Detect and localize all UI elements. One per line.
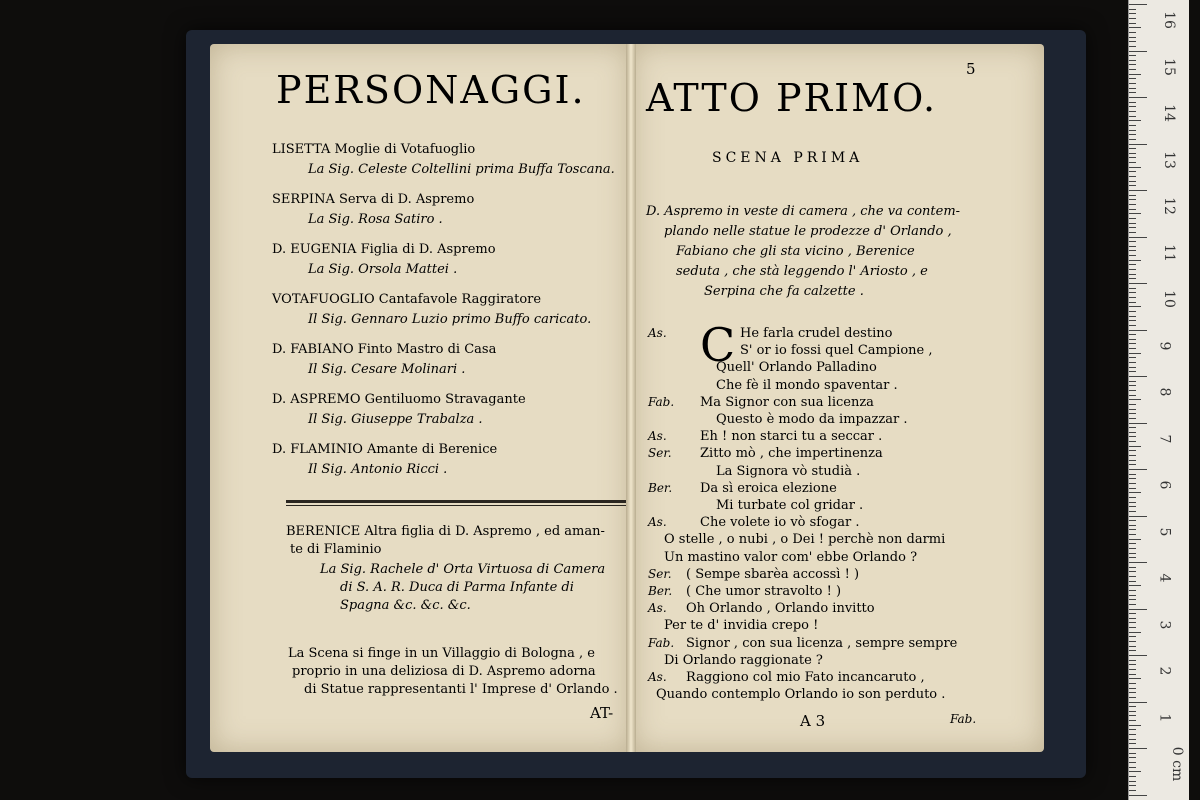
ruler-tick xyxy=(1129,539,1141,540)
dialogue-line: Raggiono col mio Fato incancaruto , xyxy=(686,670,925,685)
ruler-tick xyxy=(1129,339,1136,340)
ruler-tick xyxy=(1129,102,1136,103)
ruler-number: 0 cm xyxy=(1169,746,1186,782)
berenice-line-4: di S. A. R. Duca di Parma Infante di xyxy=(340,580,574,595)
speaker-label: Ber. xyxy=(648,584,673,598)
ruler-tick xyxy=(1129,506,1136,507)
drop-capital: C xyxy=(700,318,736,372)
cast-role: D. FLAMINIO Amante di Berenice xyxy=(272,442,498,457)
ruler-tick xyxy=(1129,660,1136,661)
dialogue-line: S' or io fossi quel Campione , xyxy=(740,343,933,359)
ruler-tick xyxy=(1129,715,1136,716)
ruler-tick xyxy=(1129,218,1136,219)
ruler-tick xyxy=(1129,83,1136,84)
ruler-tick xyxy=(1129,776,1136,777)
ruler-tick xyxy=(1129,18,1136,19)
ruler-tick xyxy=(1129,581,1136,582)
ruler-tick xyxy=(1129,13,1136,14)
ruler-tick xyxy=(1129,702,1147,703)
ruler-tick xyxy=(1129,153,1136,154)
ruler-tick xyxy=(1129,404,1136,405)
ruler-number: 14 xyxy=(1160,104,1177,122)
cast-role: D. ASPREMO Gentiluomo Stravagante xyxy=(272,392,526,407)
ruler-tick xyxy=(1129,199,1136,200)
ruler-tick xyxy=(1129,297,1136,298)
ruler-tick xyxy=(1129,51,1147,52)
ruler-tick xyxy=(1129,711,1136,712)
cast-actor: La Sig. Orsola Mattei . xyxy=(308,262,458,277)
cast-actor: Il Sig. Giuseppe Trabalza . xyxy=(308,412,483,427)
scena-heading: SCENA PRIMA xyxy=(712,150,864,166)
ruler-tick xyxy=(1129,371,1136,372)
ruler-tick xyxy=(1129,790,1136,791)
berenice-line-5: Spagna &c. &c. &c. xyxy=(340,598,471,613)
ruler-tick xyxy=(1129,246,1136,247)
ruler-tick xyxy=(1129,23,1136,24)
ruler-tick xyxy=(1129,74,1141,75)
ruler-tick xyxy=(1129,144,1147,145)
ruler-tick xyxy=(1129,264,1136,265)
ruler-tick xyxy=(1129,409,1136,410)
ruler-tick xyxy=(1129,278,1136,279)
ruler-tick xyxy=(1129,204,1136,205)
ruler-tick xyxy=(1129,78,1136,79)
ruler-tick xyxy=(1129,41,1136,42)
dialogue-line: Quell' Orlando Palladino xyxy=(716,360,877,376)
ruler-tick xyxy=(1129,250,1136,251)
ruler-tick xyxy=(1129,674,1136,675)
cast-actor: La Sig. Rosa Satiro . xyxy=(308,212,443,227)
cast-actor: Il Sig. Gennaro Luzio primo Buffo caricato. xyxy=(308,312,592,327)
ruler-tick xyxy=(1129,678,1141,679)
ruler-tick xyxy=(1129,171,1136,172)
dialogue-line: Ma Signor con sua licenza xyxy=(700,394,874,410)
ruler-tick xyxy=(1129,223,1136,224)
dialogue-line: Oh Orlando , Orlando invitto xyxy=(686,601,875,617)
ruler-tick xyxy=(1129,781,1136,782)
ruler-tick xyxy=(1129,399,1141,400)
ruler-tick xyxy=(1129,469,1147,470)
ruler-number: 1 xyxy=(1156,713,1173,722)
ruler-tick xyxy=(1129,516,1147,517)
ruler-tick xyxy=(1129,390,1136,391)
ruler-tick xyxy=(1129,585,1141,586)
ruler-number: 10 xyxy=(1160,290,1177,308)
ruler-tick xyxy=(1129,209,1136,210)
ruler-tick xyxy=(1129,478,1136,479)
book-gutter xyxy=(626,44,636,752)
ruler-tick xyxy=(1129,111,1136,112)
ruler-tick xyxy=(1129,562,1147,563)
ruler-tick xyxy=(1129,646,1136,647)
ruler-tick xyxy=(1129,655,1147,656)
ruler-tick xyxy=(1129,88,1136,89)
ruler-tick xyxy=(1129,488,1136,489)
ruler-tick xyxy=(1129,609,1147,610)
signature-mark: A 3 xyxy=(800,712,826,730)
cast-actor: La Sig. Celeste Coltellini prima Buffa Toscana. xyxy=(308,162,615,177)
ruler-tick xyxy=(1129,767,1136,768)
dialogue-line: O stelle , o nubi , o Dei ! perchè non darmi xyxy=(664,532,946,548)
dialogue-line: ( Che umor stravolto ! ) xyxy=(686,584,842,599)
stage-line-4: seduta , che stà leggendo l' Ariosto , e xyxy=(676,264,928,279)
ruler-tick xyxy=(1129,595,1136,596)
ruler-tick xyxy=(1129,599,1136,600)
speaker-label: As. xyxy=(648,515,667,530)
ruler-tick xyxy=(1129,116,1136,117)
ruler-tick xyxy=(1129,255,1136,256)
ruler-tick xyxy=(1129,106,1136,107)
ruler-number: 2 xyxy=(1156,666,1173,676)
ruler-tick xyxy=(1129,497,1136,498)
ruler-tick xyxy=(1129,343,1136,344)
ruler-tick xyxy=(1129,334,1136,335)
ruler-tick xyxy=(1129,441,1136,442)
ruler-tick xyxy=(1129,492,1141,493)
ruler-tick xyxy=(1129,134,1136,135)
scene-line-2: proprio in una deliziosa di D. Aspremo adorna xyxy=(292,664,596,679)
dialogue-line: La Signora vò studià . xyxy=(716,463,861,479)
dialogue-line: Per te d' invidia crepo ! xyxy=(664,618,819,634)
ruler-tick xyxy=(1129,60,1136,61)
ruler-tick xyxy=(1129,720,1136,721)
ruler-tick xyxy=(1129,636,1136,637)
cast-actor: Il Sig. Cesare Molinari . xyxy=(308,362,466,377)
ruler-tick xyxy=(1129,348,1136,349)
scene-line-3: di Statue rappresentanti l' Imprese d' Orlando . xyxy=(304,682,618,697)
ruler-tick xyxy=(1129,167,1141,168)
ruler-number: 11 xyxy=(1160,243,1177,262)
ruler-number: 13 xyxy=(1160,150,1177,169)
ruler-tick xyxy=(1129,162,1136,163)
ruler-tick xyxy=(1129,446,1141,447)
dialogue-line: Signor , con sua licenza , sempre sempre xyxy=(686,635,958,651)
speaker-label: Fab. xyxy=(648,635,675,650)
speaker-label: Ser. xyxy=(648,446,672,461)
ruler-tick xyxy=(1129,511,1136,512)
ruler-number: 7 xyxy=(1156,434,1173,443)
ruler-tick xyxy=(1129,69,1136,70)
left-title: PERSONAGGI. xyxy=(276,68,586,112)
ruler-tick xyxy=(1129,362,1136,363)
speaker-label: As. xyxy=(648,429,667,444)
ruler-tick xyxy=(1129,423,1147,424)
ruler-tick xyxy=(1129,4,1147,5)
ruler-tick xyxy=(1129,27,1141,28)
ruler-tick xyxy=(1129,139,1136,140)
ruler-tick xyxy=(1129,739,1136,740)
dialogue-line: Questo è modo da impazzar . xyxy=(716,412,908,427)
ruler-tick xyxy=(1129,553,1136,554)
ruler-tick xyxy=(1129,306,1141,307)
ruler-tick xyxy=(1129,627,1136,628)
ruler-tick xyxy=(1129,534,1136,535)
berenice-line-2: te di Flaminio xyxy=(290,542,382,557)
ruler-tick xyxy=(1129,330,1147,331)
ruler-tick xyxy=(1129,418,1136,419)
ruler-tick xyxy=(1129,632,1141,633)
ruler-tick xyxy=(1129,613,1136,614)
ruler-tick xyxy=(1129,604,1136,605)
ruler-tick xyxy=(1129,525,1136,526)
right-catchword: Fab. xyxy=(950,712,977,726)
ruler-tick xyxy=(1129,571,1136,572)
ruler-tick xyxy=(1129,176,1136,177)
dialogue-line: Mi turbate col gridar . xyxy=(716,498,864,513)
ruler-tick xyxy=(1129,474,1136,475)
ruler-number: 8 xyxy=(1156,387,1173,397)
ruler-tick xyxy=(1129,455,1136,456)
ruler-tick xyxy=(1129,190,1147,191)
ruler-number: 9 xyxy=(1156,341,1173,350)
ruler-tick xyxy=(1129,567,1136,568)
ruler-tick xyxy=(1129,157,1136,158)
ruler-tick xyxy=(1129,669,1136,670)
ruler-tick xyxy=(1129,213,1141,214)
ruler-number: 12 xyxy=(1160,197,1177,215)
ruler-tick xyxy=(1129,97,1147,98)
ruler-tick xyxy=(1129,283,1147,284)
ruler-number: 15 xyxy=(1160,57,1177,76)
cast-role: SERPINA Serva di D. Aspremo xyxy=(272,192,475,207)
dialogue-line: Da sì eroica elezione xyxy=(700,480,837,496)
stage-line-5: Serpina che fa calzette . xyxy=(704,284,864,299)
ruler-tick xyxy=(1129,743,1136,744)
ruler-tick xyxy=(1129,734,1136,735)
ruler-tick xyxy=(1129,120,1141,121)
stage-line-3: Fabiano che gli sta vicino , Berenice xyxy=(676,244,915,259)
ruler-tick xyxy=(1129,762,1136,763)
stage-line-2: plando nelle statue le prodezze d' Orlando , xyxy=(664,224,952,239)
ruler-tick xyxy=(1129,748,1147,749)
ruler-tick xyxy=(1129,427,1136,428)
ruler-tick xyxy=(1129,241,1136,242)
ruler-tick xyxy=(1129,381,1136,382)
ruler-tick xyxy=(1129,557,1136,558)
ruler-tick xyxy=(1129,460,1136,461)
ruler-tick xyxy=(1129,353,1141,354)
ruler-tick xyxy=(1129,237,1147,238)
ruler-tick xyxy=(1129,725,1141,726)
page-number: 5 xyxy=(966,60,976,78)
ruler-tick xyxy=(1129,729,1136,730)
ruler-tick xyxy=(1129,688,1136,689)
ruler-tick xyxy=(1129,130,1136,131)
ruler-tick xyxy=(1129,92,1136,93)
speaker-label: As. xyxy=(648,601,667,616)
ruler-tick xyxy=(1129,450,1136,451)
ruler-tick xyxy=(1129,325,1136,326)
ruler-tick xyxy=(1129,590,1136,591)
ruler-tick xyxy=(1129,46,1136,47)
ruler-number: 5 xyxy=(1156,527,1173,536)
dialogue-line: Un mastino valor com' ebbe Orlando ? xyxy=(664,549,918,565)
ruler-tick xyxy=(1129,529,1136,530)
ruler-tick xyxy=(1129,357,1136,358)
ruler-tick xyxy=(1129,125,1136,126)
ruler-tick xyxy=(1129,757,1136,758)
ruler-tick xyxy=(1129,622,1136,623)
dialogue-line: Quando contemplo Orlando io son perduto . xyxy=(656,687,946,703)
ruler-tick xyxy=(1129,55,1136,56)
ruler-tick xyxy=(1129,269,1136,270)
ruler-tick xyxy=(1129,706,1136,707)
ruler-tick xyxy=(1129,520,1136,521)
speaker-label: As. xyxy=(648,670,667,684)
ruler-tick xyxy=(1129,227,1136,228)
cast-role: VOTAFUOGLIO Cantafavole Raggiratore xyxy=(272,292,542,307)
speaker-label: Fab. xyxy=(648,394,675,409)
ruler-tick xyxy=(1129,181,1136,182)
ruler-tick xyxy=(1129,385,1136,386)
ruler-tick xyxy=(1129,288,1136,289)
speaker-label: Ser. xyxy=(648,566,672,581)
right-title: ATTO PRIMO. xyxy=(646,76,938,120)
ruler-tick xyxy=(1129,320,1136,321)
left-catchword: AT- xyxy=(590,704,614,722)
ruler-tick xyxy=(1129,576,1136,577)
ruler-tick xyxy=(1129,367,1136,368)
cast-role: D. EUGENIA Figlia di D. Aspremo xyxy=(272,242,496,257)
dialogue-line: He farla crudel destino xyxy=(740,326,893,341)
speaker-label: Ber. xyxy=(648,480,673,495)
ruler-tick xyxy=(1129,548,1136,549)
ruler-tick xyxy=(1129,753,1136,754)
ruler-tick xyxy=(1129,292,1136,293)
ruler-tick xyxy=(1129,795,1147,796)
ruler-tick xyxy=(1129,785,1136,786)
ruler-number: 16 xyxy=(1160,11,1177,29)
ruler-tick xyxy=(1129,697,1136,698)
ruler-tick xyxy=(1129,316,1136,317)
ruler-tick xyxy=(1129,664,1136,665)
divider-rule xyxy=(286,500,626,503)
dialogue-line: ( Sempe sbarèa accossì ! ) xyxy=(686,566,860,582)
ruler-tick xyxy=(1129,692,1136,693)
stage-line-1: D. Aspremo in veste di camera , che va contem- xyxy=(646,204,961,219)
ruler-tick xyxy=(1129,641,1136,642)
ruler-tick xyxy=(1129,502,1136,503)
ruler-tick xyxy=(1129,376,1147,377)
ruler-tick xyxy=(1129,650,1136,651)
ruler-tick xyxy=(1129,311,1136,312)
divider-rule-thin xyxy=(286,505,626,506)
ruler-tick xyxy=(1129,32,1136,33)
ruler-tick xyxy=(1129,464,1136,465)
ruler-tick xyxy=(1129,618,1136,619)
dialogue-line: Eh ! non starci tu a seccar . xyxy=(700,429,883,445)
ruler-tick xyxy=(1129,395,1136,396)
ruler-tick xyxy=(1129,483,1136,484)
speaker-label: As. xyxy=(648,326,667,340)
dialogue-line: Di Orlando raggionate ? xyxy=(664,652,823,668)
ruler-tick xyxy=(1129,274,1136,275)
ruler-tick xyxy=(1129,37,1136,38)
ruler-number: 6 xyxy=(1156,480,1173,490)
ruler-tick xyxy=(1129,9,1136,10)
ruler-tick xyxy=(1129,436,1136,437)
ruler-tick xyxy=(1129,185,1136,186)
ruler-tick xyxy=(1129,432,1136,433)
ruler-tick xyxy=(1129,543,1136,544)
ruler-tick xyxy=(1129,195,1136,196)
berenice-line-3: La Sig. Rachele d' Orta Virtuosa di Camera xyxy=(320,562,606,577)
ruler-tick xyxy=(1129,683,1136,684)
ruler-tick xyxy=(1129,413,1136,414)
scene-line-1: La Scena si finge in un Villaggio di Bologna , e xyxy=(288,646,595,661)
berenice-line-1: BERENICE Altra figlia di D. Aspremo , ed aman- xyxy=(286,524,605,539)
ruler-tick xyxy=(1129,302,1136,303)
ruler-tick xyxy=(1129,771,1141,772)
ruler-number: 3 xyxy=(1156,620,1173,629)
dialogue-line: Che volete io vò sfogar . xyxy=(700,515,860,531)
cast-role: D. FABIANO Finto Mastro di Casa xyxy=(272,342,497,357)
dialogue-line: Che fè il mondo spaventar . xyxy=(716,377,898,393)
cast-role: LISETTA Moglie di Votafuoglio xyxy=(272,142,476,157)
ruler-tick xyxy=(1129,260,1141,261)
ruler-tick xyxy=(1129,64,1136,65)
ruler-number: 4 xyxy=(1156,573,1173,583)
ruler-tick xyxy=(1129,232,1136,233)
dialogue-line: Zitto mò , che impertinenza xyxy=(700,446,883,462)
ruler-tick xyxy=(1129,148,1136,149)
cast-actor: Il Sig. Antonio Ricci . xyxy=(308,462,448,477)
